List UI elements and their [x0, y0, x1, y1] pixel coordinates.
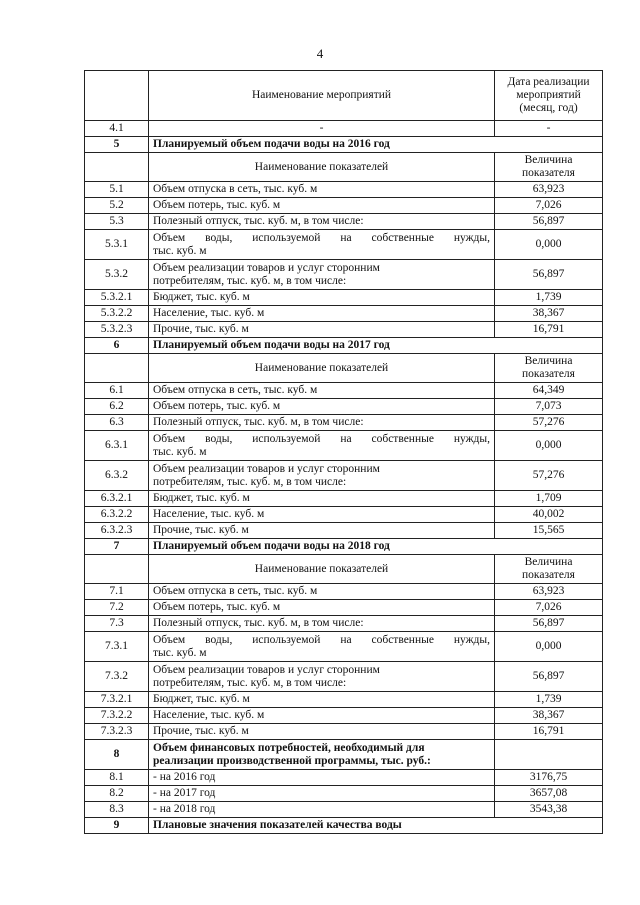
row-number: 5.3.1 [85, 230, 149, 260]
empty-value-cell [495, 740, 603, 770]
row-label: - на 2018 год [149, 802, 495, 818]
section-title-row [85, 740, 603, 770]
row-label: Полезный отпуск, тыс. куб. м, в том числе: [149, 415, 495, 431]
row-value: 16,791 [495, 724, 603, 740]
table-row [85, 415, 603, 431]
table-row [85, 322, 603, 338]
section-title-line2: реализации производственной программы, тыс. руб.: [153, 754, 431, 767]
row-number: 6.3.1 [85, 431, 149, 461]
row-label-line2: потребителям, тыс. куб. м, в том числе: [153, 475, 347, 488]
section-title: Планируемый объем подачи воды на 2018 год [149, 539, 603, 555]
row-number: 6.1 [85, 383, 149, 399]
table-row [85, 491, 603, 507]
table-row [85, 383, 603, 399]
row-value: 1,739 [495, 290, 603, 306]
indicator-header-row [85, 555, 603, 584]
row-number: 7.3.2.3 [85, 724, 149, 740]
section-title-row [85, 539, 603, 555]
row-value: 63,923 [495, 182, 603, 198]
row-label [149, 461, 495, 491]
row-value: 0,000 [495, 632, 603, 662]
indicator-header-row [85, 354, 603, 383]
table-row [85, 214, 603, 230]
row-label-line2: потребителям, тыс. куб. м, в том числе: [153, 274, 347, 287]
section-title-line1: Объем финансовых потребностей, необходимый для [153, 741, 425, 754]
row-number: 5.3 [85, 214, 149, 230]
row-label: Бюджет, тыс. куб. м [149, 692, 495, 708]
section-title: Планируемый объем подачи воды на 2017 год [149, 338, 603, 354]
table-row [85, 600, 603, 616]
row-number: 7.3.1 [85, 632, 149, 662]
table-row [85, 306, 603, 322]
section-number: 5 [85, 137, 149, 153]
row-number: 7.3.2 [85, 662, 149, 692]
section-title: Планируемый объем подачи воды на 2016 год [149, 137, 603, 153]
indicator-header-value: Величина показателя [495, 354, 603, 383]
row-label: - [149, 121, 495, 137]
section-number: 6 [85, 338, 149, 354]
row-label-line1: Объем реализации товаров и услуг сторонним [153, 663, 380, 676]
row-number: 5.1 [85, 182, 149, 198]
table-row [85, 802, 603, 818]
row-number: 5.3.2.2 [85, 306, 149, 322]
row-value: 38,367 [495, 306, 603, 322]
row-number: 6.3.2.3 [85, 523, 149, 539]
row-value: 38,367 [495, 708, 603, 724]
row-label-line1: Объем реализации товаров и услуг сторонним [153, 462, 380, 475]
table-row [85, 399, 603, 415]
table-row [85, 182, 603, 198]
table-row [85, 724, 603, 740]
row-label: - на 2017 год [149, 786, 495, 802]
row-label-line1: Объем реализации товаров и услуг сторонним [153, 261, 380, 274]
row-number: 6.3.2 [85, 461, 149, 491]
row-label-line2: тыс. куб. м [153, 244, 207, 257]
row-value: 3176,75 [495, 770, 603, 786]
row-label-line1: Объем воды, используемой на собственные нужды, [153, 633, 490, 646]
row-value: 1,709 [495, 491, 603, 507]
indicator-header-num [85, 555, 149, 584]
table-row [85, 230, 603, 260]
table-row [85, 121, 603, 137]
row-number: 5.3.2.1 [85, 290, 149, 306]
row-label-line2: тыс. куб. м [153, 646, 207, 659]
row-number: 4.1 [85, 121, 149, 137]
row-label [149, 260, 495, 290]
table-row [85, 431, 603, 461]
row-value: 57,276 [495, 415, 603, 431]
table-row [85, 662, 603, 692]
row-number: 7.3 [85, 616, 149, 632]
row-label: Объем отпуска в сеть, тыс. куб. м [149, 383, 495, 399]
row-value: 7,073 [495, 399, 603, 415]
row-label-line1: Объем воды, используемой на собственные нужды, [153, 231, 490, 244]
row-number: 6.3 [85, 415, 149, 431]
row-number: 7.3.2.2 [85, 708, 149, 724]
table-row [85, 584, 603, 600]
program-table [84, 70, 603, 834]
table-row [85, 507, 603, 523]
row-label: - на 2016 год [149, 770, 495, 786]
row-value: 63,923 [495, 584, 603, 600]
row-value: 56,897 [495, 260, 603, 290]
table-row [85, 198, 603, 214]
row-label: Прочие, тыс. куб. м [149, 523, 495, 539]
row-value: 56,897 [495, 662, 603, 692]
row-label: Население, тыс. куб. м [149, 306, 495, 322]
row-label [149, 431, 495, 461]
row-value: 56,897 [495, 214, 603, 230]
row-value: 64,349 [495, 383, 603, 399]
table-row [85, 523, 603, 539]
page-number: 4 [316, 46, 324, 61]
row-number: 6.3.2.2 [85, 507, 149, 523]
section-number: 7 [85, 539, 149, 555]
row-label: Полезный отпуск, тыс. куб. м, в том числе: [149, 616, 495, 632]
row-number: 5.2 [85, 198, 149, 214]
row-number: 6.2 [85, 399, 149, 415]
row-number: 5.3.2.3 [85, 322, 149, 338]
table-row [85, 632, 603, 662]
row-value: 3657,08 [495, 786, 603, 802]
section-title-row [85, 338, 603, 354]
table-row [85, 616, 603, 632]
row-label-line2: тыс. куб. м [153, 445, 207, 458]
indicator-header-num [85, 153, 149, 182]
row-value: 7,026 [495, 600, 603, 616]
row-value: 15,565 [495, 523, 603, 539]
section-title-row [85, 137, 603, 153]
section-number: 8 [85, 740, 149, 770]
table-row [85, 260, 603, 290]
table-row [85, 692, 603, 708]
row-number: 6.3.2.1 [85, 491, 149, 507]
section-title: Плановые значения показателей качества воды [149, 818, 603, 834]
row-value: 1,739 [495, 692, 603, 708]
row-label: Объем потерь, тыс. куб. м [149, 399, 495, 415]
row-value: 0,000 [495, 431, 603, 461]
section-number: 9 [85, 818, 149, 834]
indicator-header-name: Наименование показателей [149, 555, 495, 584]
row-label-line2: потребителям, тыс. куб. м, в том числе: [153, 676, 347, 689]
row-label: Объем отпуска в сеть, тыс. куб. м [149, 182, 495, 198]
section-title-row [85, 818, 603, 834]
table-row [85, 786, 603, 802]
indicator-header-row [85, 153, 603, 182]
row-number: 8.2 [85, 786, 149, 802]
row-number: 8.1 [85, 770, 149, 786]
indicator-header-name: Наименование показателей [149, 354, 495, 383]
row-value: 7,026 [495, 198, 603, 214]
row-label: Объем потерь, тыс. куб. м [149, 600, 495, 616]
row-value: 40,002 [495, 507, 603, 523]
row-label [149, 662, 495, 692]
row-number: 7.3.2.1 [85, 692, 149, 708]
section-title [149, 740, 495, 770]
row-value: 57,276 [495, 461, 603, 491]
table-row [85, 770, 603, 786]
indicator-header-value: Величина показателя [495, 153, 603, 182]
table-header-row [85, 71, 603, 121]
indicator-header-name: Наименование показателей [149, 153, 495, 182]
row-label: Прочие, тыс. куб. м [149, 322, 495, 338]
row-value: 3543,38 [495, 802, 603, 818]
row-label: Объем потерь, тыс. куб. м [149, 198, 495, 214]
row-label: Полезный отпуск, тыс. куб. м, в том числе: [149, 214, 495, 230]
table-row [85, 461, 603, 491]
row-label [149, 230, 495, 260]
row-label: Объем отпуска в сеть, тыс. куб. м [149, 584, 495, 600]
row-label [149, 632, 495, 662]
row-number: 7.2 [85, 600, 149, 616]
row-label: Население, тыс. куб. м [149, 708, 495, 724]
table-row [85, 708, 603, 724]
row-value: 0,000 [495, 230, 603, 260]
row-number: 8.3 [85, 802, 149, 818]
indicator-header-value: Величина показателя [495, 555, 603, 584]
row-number: 7.1 [85, 584, 149, 600]
indicator-header-num [85, 354, 149, 383]
row-date: - [495, 121, 603, 137]
row-number: 5.3.2 [85, 260, 149, 290]
header-name-cell: Наименование мероприятий [149, 71, 495, 121]
row-label: Население, тыс. куб. м [149, 507, 495, 523]
row-label: Бюджет, тыс. куб. м [149, 491, 495, 507]
row-label-line1: Объем воды, используемой на собственные нужды, [153, 432, 490, 445]
header-num-cell [85, 71, 149, 121]
row-label: Прочие, тыс. куб. м [149, 724, 495, 740]
header-date-cell: Дата реализации мероприятий (месяц, год) [495, 71, 603, 121]
row-value: 16,791 [495, 322, 603, 338]
table-row [85, 290, 603, 306]
row-value: 56,897 [495, 616, 603, 632]
row-label: Бюджет, тыс. куб. м [149, 290, 495, 306]
